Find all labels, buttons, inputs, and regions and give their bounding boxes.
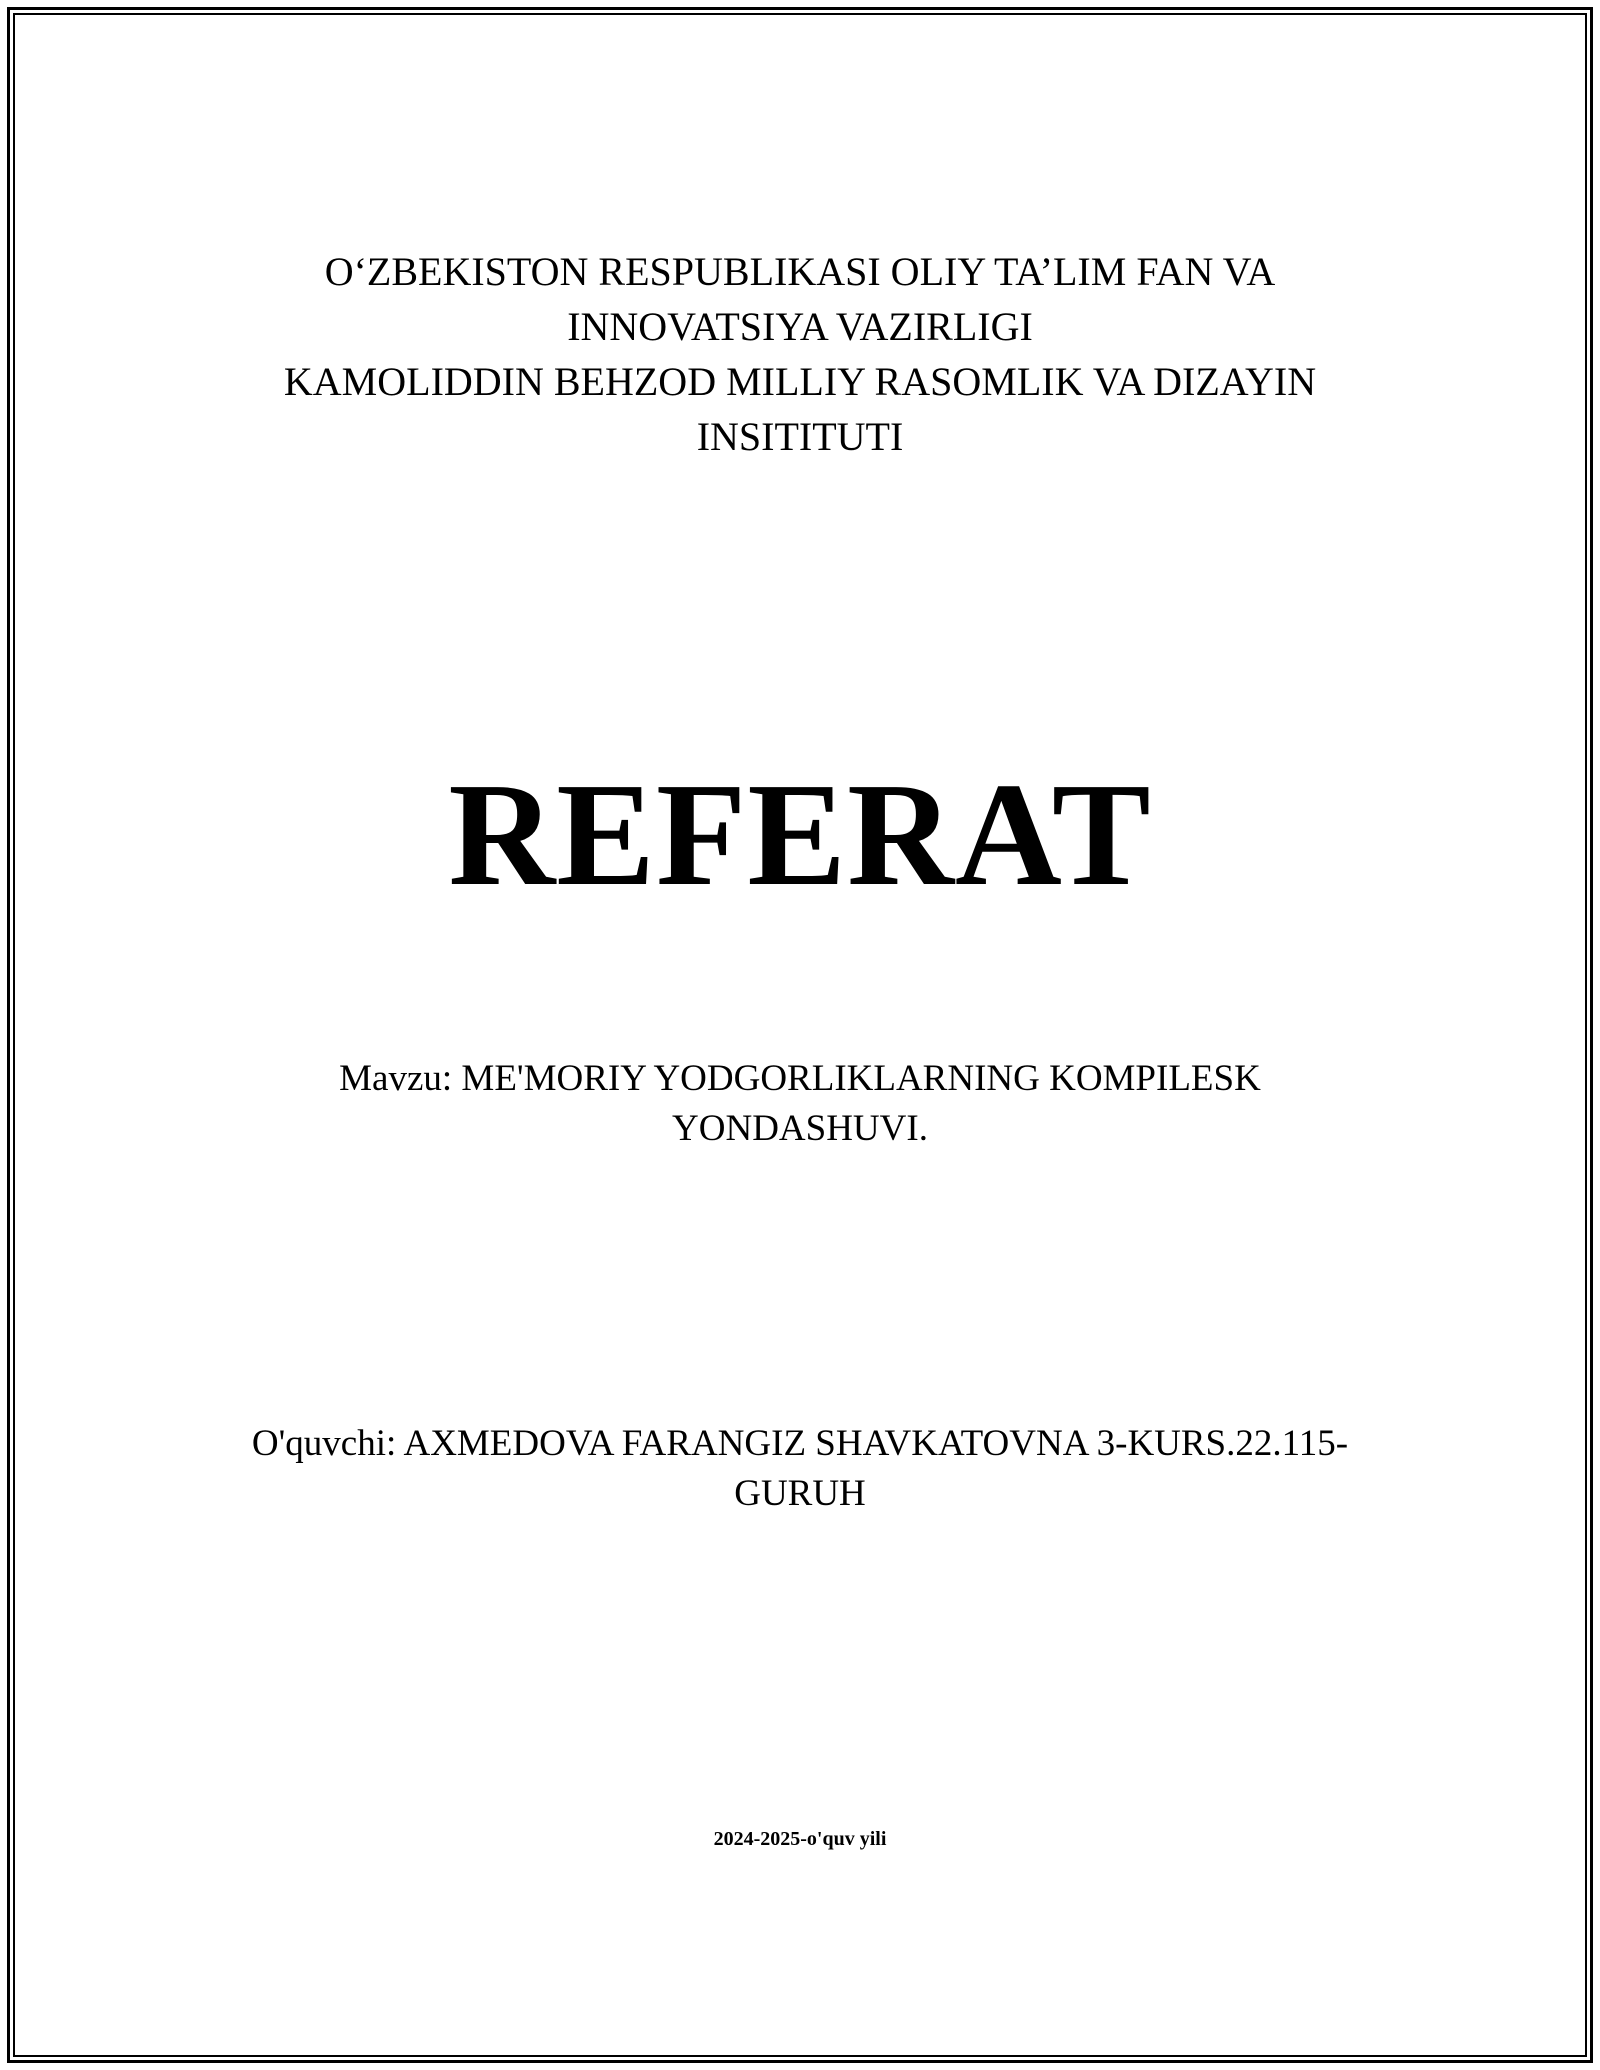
topic-block bbox=[0, 1054, 1600, 1154]
student-line-1: O'quvchi: AXMEDOVA FARANGIZ SHAVKATOVNA 3-KURS.22.115- bbox=[251, 1423, 1349, 1464]
header-line-2: INNOVATSIYA VAZIRLIGI bbox=[567, 304, 1033, 349]
student-block bbox=[0, 1419, 1600, 1519]
topic-line-1: Mavzu: ME'MORIY YODGORLIKLARNING KOMPILESK bbox=[339, 1058, 1261, 1099]
header-line-3: KAMOLIDDIN BEHZOD MILLIY RASOMLIK VA DIZAYIN bbox=[283, 359, 1317, 404]
ministry-header bbox=[0, 244, 1600, 464]
header-line-1: O‘ZBEKISTON RESPUBLIKASI OLIY TA’LIM FAN VA bbox=[324, 249, 1276, 294]
student-line-2: GURUH bbox=[734, 1473, 866, 1514]
academic-year: 2024-2025-o'quv yili bbox=[713, 1828, 887, 1850]
header-line-4: INSITITUTI bbox=[696, 414, 904, 459]
document-title: REFERAT bbox=[448, 753, 1152, 917]
topic-line-2: YONDASHUVI. bbox=[672, 1108, 928, 1149]
